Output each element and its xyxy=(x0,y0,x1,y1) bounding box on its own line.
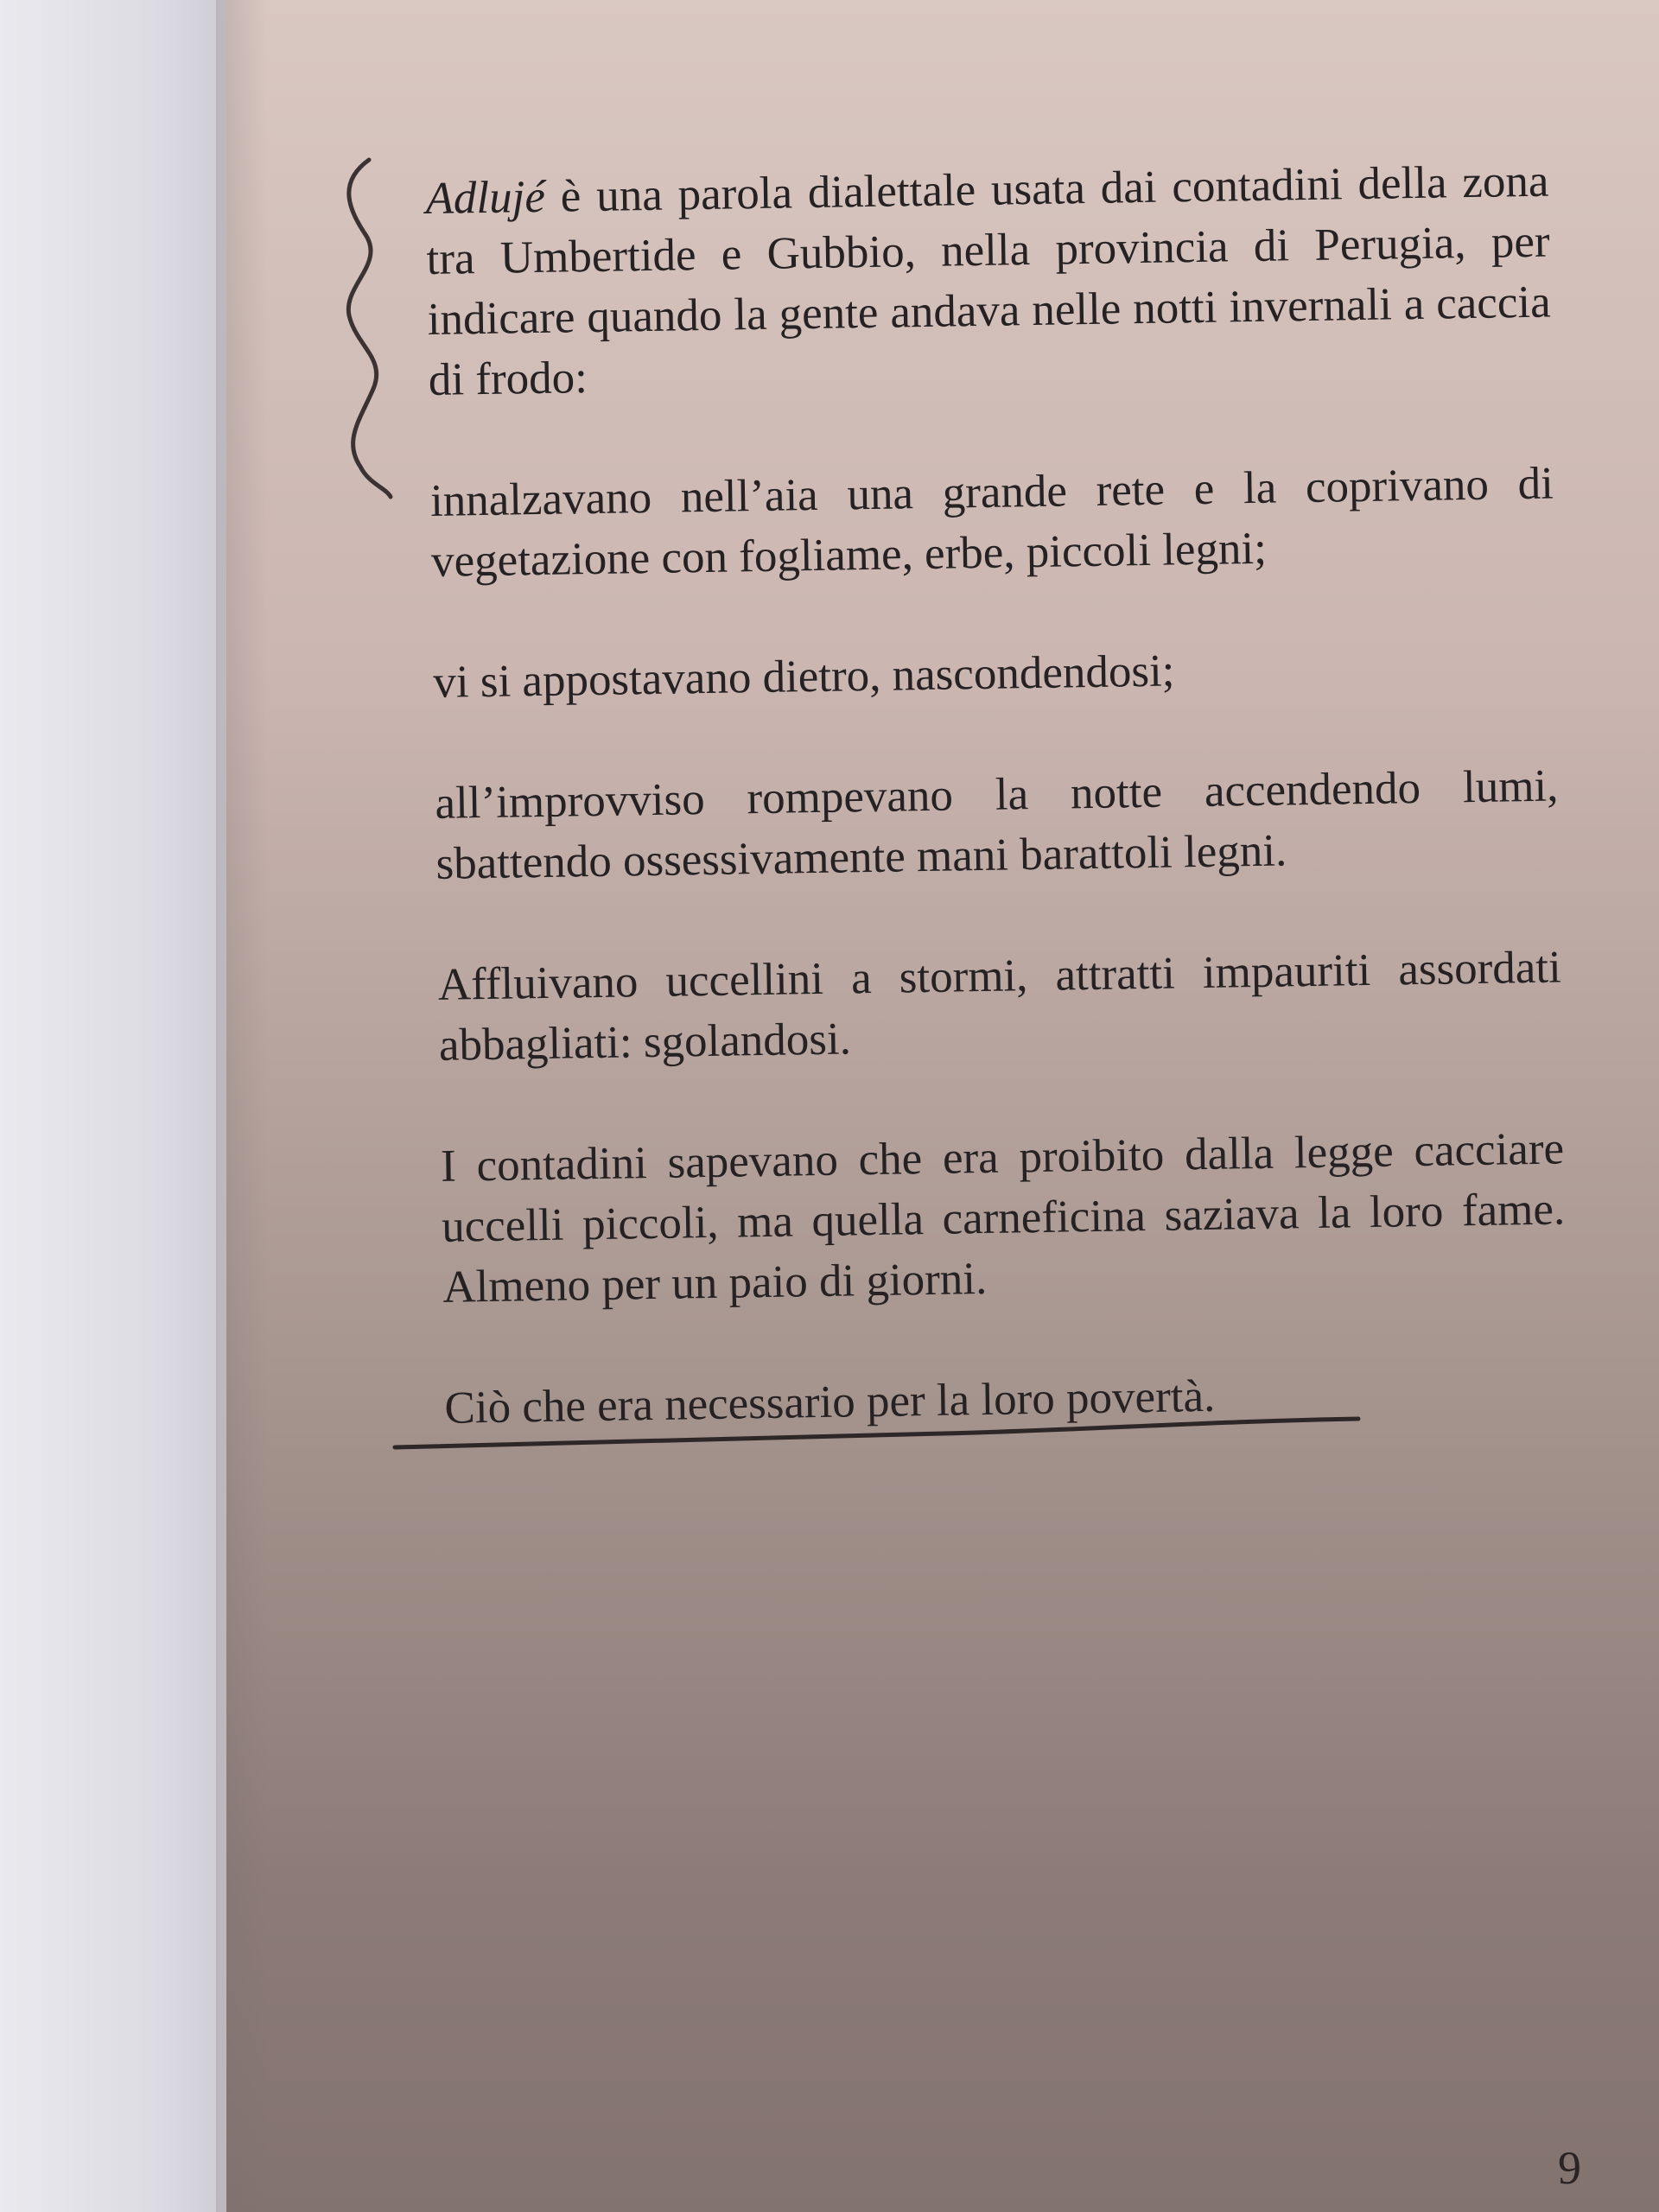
handwritten-underline xyxy=(391,1404,1367,1456)
paragraph-5: Affluivano uccellini a stormi, attratti impauriti assordati abbagliati: sgolandosi. xyxy=(437,942,1562,1071)
paragraph-3: vi si appostavano dietro, nascondendosi; xyxy=(432,645,1175,708)
paragraph-1 xyxy=(425,151,1552,410)
book-page xyxy=(226,0,1659,2212)
paragraph-2: innalzavano nell’aia una grande rete e la coprivano di vegetazione con fogliame, erbe, piccoli legni; xyxy=(429,458,1554,587)
italic-term: Adlujé xyxy=(425,171,546,224)
paragraph-6: I contadini sapevano che era proibito dalla legge cacciare uccelli piccoli, ma quella carneficina saziava la loro fame. Almeno per un paio di giorni. xyxy=(440,1123,1566,1313)
paragraph-4: all’improvviso rompevano la notte accendendo lumi, sbattendo ossessivamente mani barattoli legni. xyxy=(435,760,1559,889)
paragraph-text: è una parola dialettale usata dai contadini della zona tra Umbertide e Gubbio, nella provincia di Perugia, per indicare quando la gente andava nelle notti invernali a caccia di frodo: xyxy=(426,156,1552,405)
facing-page xyxy=(0,0,226,2212)
handwritten-bracket-mark xyxy=(339,156,416,510)
book-gutter-shadow xyxy=(216,0,268,2212)
body-text xyxy=(425,151,1568,1439)
page-number: 9 xyxy=(1558,2142,1581,2194)
paragraph-7: Ciò che era necessario per la loro povertà. xyxy=(444,1370,1216,1433)
